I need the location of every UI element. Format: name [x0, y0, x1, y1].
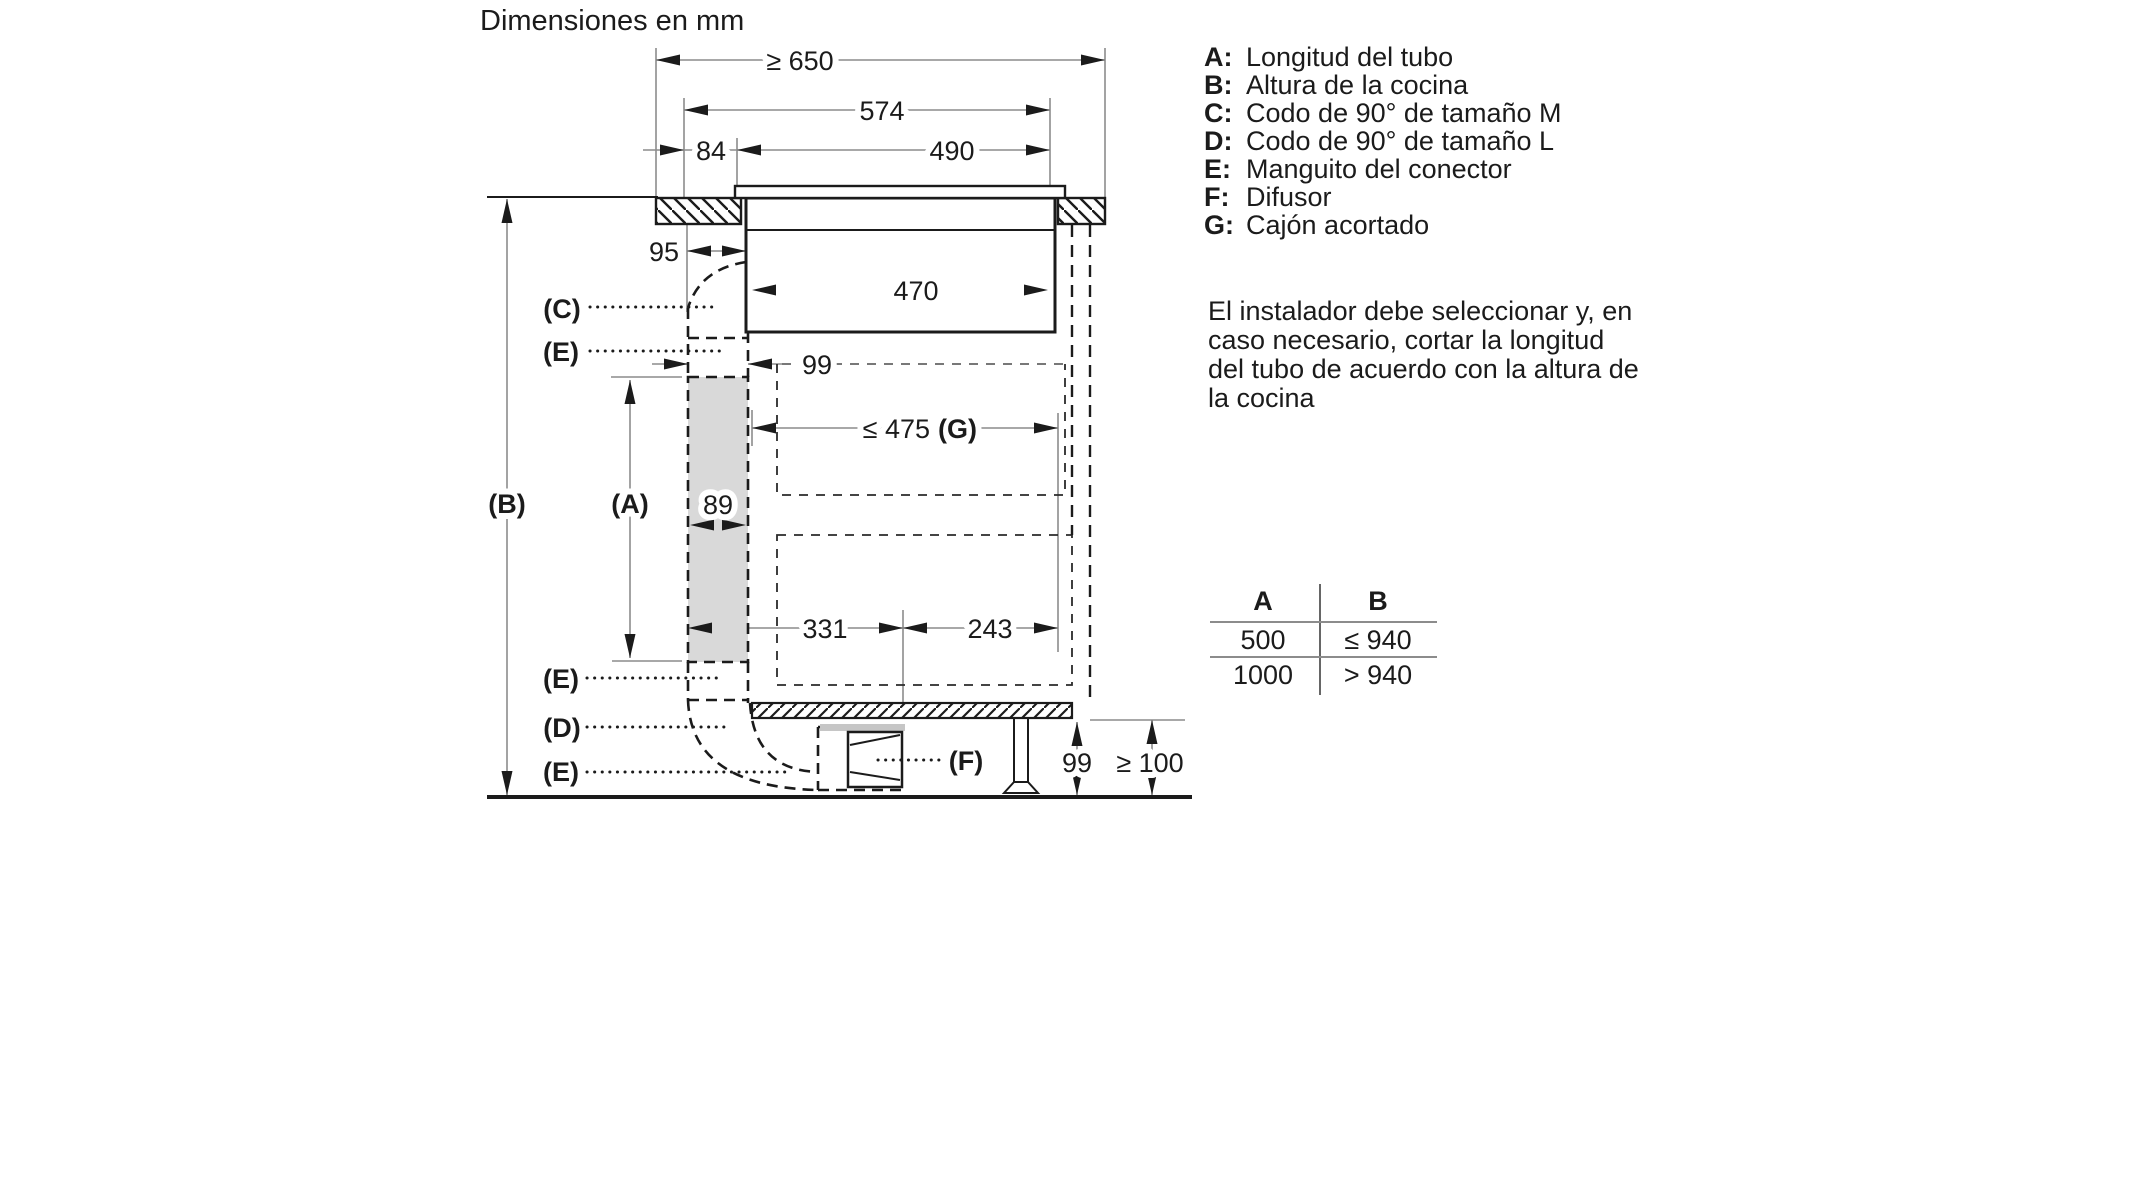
dim-84-label: 84 — [695, 136, 727, 166]
legend-text-b: Altura de la cocina — [1246, 70, 1469, 100]
dim-243-label: 243 — [967, 614, 1013, 644]
dim-331-label: 331 — [802, 614, 848, 644]
legend-text-c: Codo de 90° de tamaño M — [1246, 98, 1562, 128]
worktop-hatch-left — [656, 198, 741, 224]
diagram-title: Dimensiones en mm — [480, 5, 745, 37]
note-line-1: El instalador debe seleccionar y, en — [1208, 296, 1633, 326]
dim-574-label: 574 — [859, 96, 905, 126]
legend-key-c: C: — [1204, 98, 1233, 128]
chimney-outlines — [1072, 225, 1090, 703]
dim-475-label: ≤ 475 — [862, 414, 930, 444]
label-d: (D) — [543, 713, 581, 743]
dim-100-label: ≥ 100 — [1116, 748, 1184, 778]
dimension-arrows — [502, 55, 1158, 796]
tube-length-table — [1210, 584, 1437, 695]
label-c: (C) — [543, 294, 581, 324]
label-f: (F) — [948, 746, 984, 776]
note-line-4: la cocina — [1208, 383, 1315, 413]
hob-body — [746, 198, 1055, 332]
dim-95-label: 95 — [648, 237, 679, 267]
hob-glass-plate — [735, 186, 1065, 198]
label-e-top: (E) — [543, 337, 579, 367]
table-cell-a1: 500 — [1240, 625, 1286, 655]
dim-475-ref-label: (G) — [938, 414, 977, 444]
legend-key-g: G: — [1204, 210, 1234, 240]
installer-note — [1208, 296, 1639, 413]
legend-key-f: F: — [1204, 182, 1230, 212]
diffuser-top-band — [820, 724, 905, 731]
dim-650-label: ≥ 650 — [766, 46, 834, 76]
legend-text-d: Codo de 90° de tamaño L — [1246, 126, 1555, 156]
worktop-hatch-right — [1058, 198, 1105, 224]
table-cell-a2: 1000 — [1232, 660, 1294, 690]
note-line-2: caso necesario, cortar la longitud — [1208, 325, 1605, 355]
label-a: (A) — [611, 489, 649, 519]
dim-99-duct-label: 99 — [801, 350, 833, 380]
dim-99-floor-label: 99 — [1061, 748, 1093, 778]
dim-89-label: 89 — [702, 490, 734, 520]
cabinet-shelf — [752, 703, 1072, 718]
table-cell-b1: ≤ 940 — [1344, 625, 1412, 655]
legend-key-e: E: — [1204, 154, 1231, 184]
legend-text-g: Cajón acortado — [1246, 210, 1430, 240]
note-line-3: del tubo de acuerdo con la altura de — [1208, 354, 1639, 384]
legend-text-a: Longitud del tubo — [1246, 42, 1454, 72]
table-header-b: B — [1368, 586, 1388, 616]
label-e-bottom: (E) — [543, 757, 579, 787]
legend-text-f: Difusor — [1246, 182, 1332, 212]
legend-text-e: Manguito del conector — [1246, 154, 1512, 184]
table-header-a: A — [1253, 586, 1273, 616]
legend — [1204, 42, 1562, 240]
legend-key-d: D: — [1204, 126, 1233, 156]
legend-key-b: B: — [1204, 70, 1233, 100]
dim-490-label: 490 — [929, 136, 975, 166]
extension-lines — [507, 48, 1185, 795]
legend-key-a: A: — [1204, 42, 1233, 72]
label-e-mid: (E) — [543, 664, 579, 694]
elbow-c-arc — [688, 262, 746, 308]
dim-470-label: 470 — [893, 276, 939, 306]
table-cell-b2: > 940 — [1343, 660, 1413, 690]
label-b: (B) — [488, 489, 526, 519]
cabinet-leg — [1004, 718, 1038, 793]
